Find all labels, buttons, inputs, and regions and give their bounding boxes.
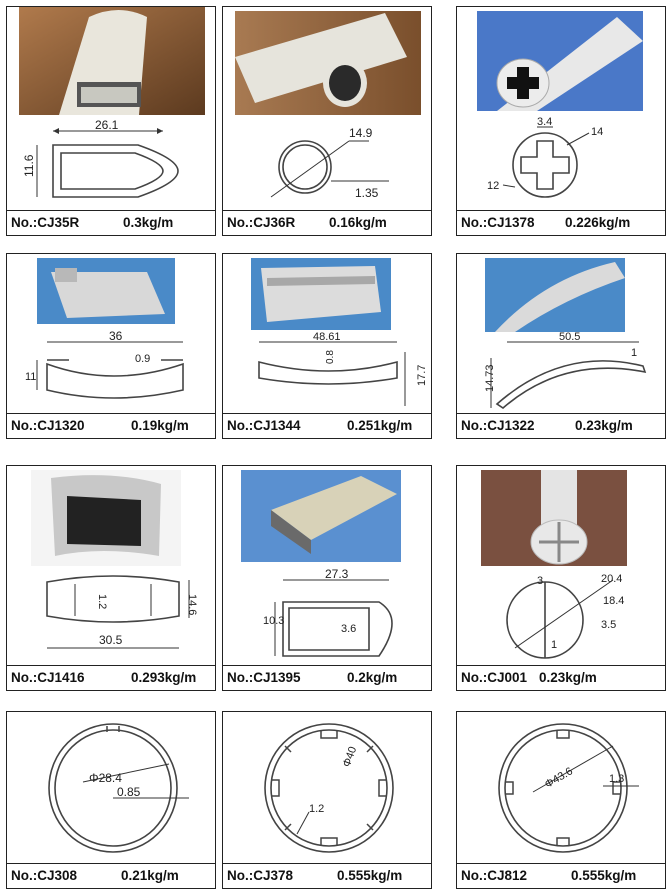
product-code: No.:CJ1416 (11, 670, 85, 685)
dim-inner: 18.4 (603, 595, 625, 607)
dim-height: 17.7 (416, 364, 428, 386)
dim-side: 3.5 (601, 619, 617, 631)
product-code: No.:CJ1378 (461, 215, 535, 230)
profile-drawing (229, 119, 425, 207)
product-code: No.:CJ1320 (11, 418, 85, 433)
product-card-cj1320 (6, 253, 216, 439)
dim-height: 11 (25, 371, 37, 383)
dim-wall: 0.85 (117, 785, 141, 799)
product-card-cj36r (222, 6, 432, 236)
profile-drawing (229, 331, 428, 418)
profile-drawing (13, 716, 209, 862)
product-weight: 0.226kg/m (565, 215, 631, 230)
dim-wall: 1.35 (355, 186, 379, 200)
caption (7, 863, 215, 888)
dim-width: 50.5 (559, 331, 581, 343)
product-weight: 0.293kg/m (131, 670, 197, 685)
dim-width: 26.1 (95, 118, 119, 132)
dim-slot: 3.4 (537, 116, 553, 128)
product-card-cj1395 (222, 465, 432, 691)
dim-thickness: 0.8 (325, 350, 336, 364)
product-code: No.:CJ308 (11, 868, 78, 883)
dim-top: 3 (537, 575, 544, 587)
product-card-cj35r (6, 6, 216, 236)
product-card-cj1322 (456, 253, 666, 439)
dim-width: 36 (109, 329, 123, 343)
product-card-cj308 (6, 711, 216, 889)
product-card-cj1378 (456, 6, 666, 236)
profile-drawing (463, 115, 659, 211)
product-weight: 0.2kg/m (347, 670, 398, 685)
dim-height: 10.3 (263, 615, 285, 627)
product-weight: 0.251kg/m (347, 418, 413, 433)
dim-wall: 1.2 (96, 594, 108, 610)
product-weight: 0.555kg/m (571, 868, 637, 883)
caption (457, 863, 665, 888)
product-code: No.:CJ378 (227, 868, 294, 883)
caption (223, 413, 431, 438)
dim-thickness: 1 (631, 347, 638, 359)
product-code: No.:CJ1322 (461, 418, 535, 433)
caption (223, 210, 431, 235)
profile-drawing (229, 566, 425, 666)
dim-width: 48.61 (313, 331, 341, 343)
dim-height: 11.6 (22, 154, 36, 177)
dim-diameter: 14.9 (349, 126, 373, 140)
product-photo (31, 470, 181, 566)
product-card-cj001 (456, 465, 666, 691)
product-photo (251, 258, 391, 330)
product-weight: 0.3kg/m (123, 215, 174, 230)
product-weight: 0.555kg/m (337, 868, 403, 883)
product-weight: 0.23kg/m (539, 670, 597, 685)
caption (7, 210, 215, 235)
dim-height: 14.6 (186, 594, 198, 616)
profile-drawing (13, 328, 209, 412)
caption (457, 665, 665, 690)
dim-slot: 3.6 (341, 623, 357, 635)
caption (223, 665, 431, 690)
dim-wall: 1.2 (309, 803, 325, 815)
profile-drawing (463, 568, 659, 668)
caption (223, 863, 431, 888)
product-code: No.:CJ36R (227, 215, 296, 230)
dim-diameter: 14 (591, 126, 604, 138)
product-code: No.:CJ812 (461, 868, 528, 883)
product-photo (235, 11, 421, 115)
product-photo (477, 11, 643, 111)
product-weight: 0.21kg/m (121, 868, 179, 883)
product-weight: 0.16kg/m (329, 215, 387, 230)
dim-bottom: 1 (551, 639, 558, 651)
dim-inner: 12 (487, 180, 500, 192)
caption (7, 665, 215, 690)
dim-width: 27.3 (325, 567, 349, 581)
product-card-cj812 (456, 711, 666, 889)
caption (457, 210, 665, 235)
caption (7, 413, 215, 438)
dim-width: 30.5 (99, 633, 123, 647)
profile-drawing (229, 716, 425, 862)
dim-diameter: Φ40 (340, 744, 360, 769)
product-code: No.:CJ001 (461, 670, 528, 685)
dim-thickness: 0.9 (135, 353, 151, 365)
product-photo (19, 7, 205, 115)
dim-diameter: Φ43.6 (542, 765, 575, 791)
dim-height: 14.73 (484, 364, 496, 392)
product-weight: 0.23kg/m (575, 418, 633, 433)
profile-drawing (463, 716, 659, 862)
product-card-cj378 (222, 711, 432, 889)
caption (457, 413, 665, 438)
product-photo (481, 470, 627, 566)
product-photo (241, 470, 401, 562)
dim-wall: 1.3 (609, 773, 625, 785)
product-code: No.:CJ1344 (227, 418, 301, 433)
profile-drawing (463, 331, 659, 418)
product-photo (37, 258, 175, 324)
product-card-cj1344 (222, 253, 432, 439)
dim-outer: 20.4 (601, 573, 623, 585)
dim-diameter: Φ28.4 (89, 771, 122, 785)
profile-drawing (13, 570, 209, 666)
product-code: No.:CJ35R (11, 215, 80, 230)
product-card-cj1416 (6, 465, 216, 691)
profile-drawing (13, 119, 209, 207)
product-code: No.:CJ1395 (227, 670, 301, 685)
product-weight: 0.19kg/m (131, 418, 189, 433)
product-photo (485, 258, 625, 332)
